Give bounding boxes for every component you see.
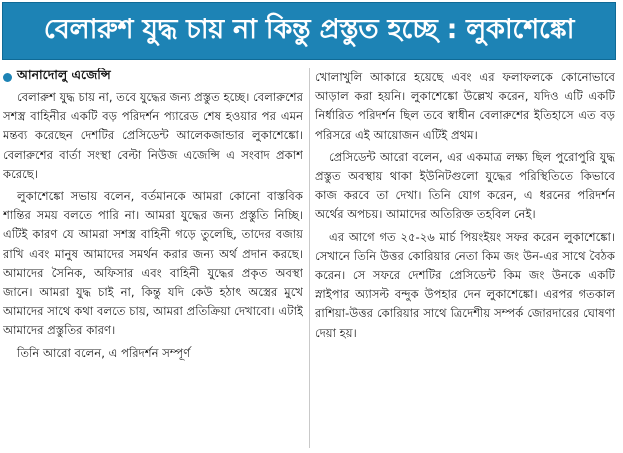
paragraph: বেলারুশ যুদ্ধ চায় না, তবে যুদ্ধের জন্য প্রস্তুত হচ্ছে। বেলারুশের সশস্ত্র বাহিনীর একটি বড় পরিদর্শন প্যারেড শেষ হওয়ার পর এমন মন্তব্য করেছেন দেশটির প্রেসিডেন্ট আলেকজান্ডার লুকাশেঙ্কো। বেলারুশের বার্তা সংস্থা বেল্টা নিউজ এজেন্সি এ সংবাদ প্রকাশ করেছে। <box>3 90 303 181</box>
paragraph: লুকাশেঙ্কো সভায় বলেন, বর্তমানকে আমরা কোনো বাস্তবিক শান্তির সময় বলতে পারি না। আমরা যুদ্ধের জন্য প্রস্তুতি নিচ্ছি। এটিই কারণ যে আমরা সশস্ত্র বাহিনী গড়ে তুলেছি, তাদের বজায় রাখি এবং মানুষ আমাদের সমর্থন করার জন্য অর্থ প্রদান করছে। আমাদের সৈনিক, অফিসার এবং বাহিনী যুদ্ধের প্রকৃত অবস্থা জানে। আমরা যুদ্ধ চাই না, কিন্তু যদি কেউ হঠাৎ অস্ত্রের মুখে আমাদের সাথে কথা বলতে চায়, আমরা প্রতিক্রিয়া দেখাবো। এটাই আমাদের প্রস্তুতির কারণ। <box>3 189 303 338</box>
headline: বেলারুশ যুদ্ধ চায় না কিন্তু প্রস্তুত হচ্ছে : লুকাশেঙ্কো <box>43 13 575 45</box>
article-body <box>3 68 615 450</box>
paragraph: তিনি আরো বলেন, এ পরিদর্শন সম্পূর্ণ <box>17 345 191 360</box>
paragraph: এর আগে গত ২৫-২৬ মার্চ পিয়ংইয়ং সফর করেন লুকাশেঙ্কো। সেখানে তিনি উত্তর কোরিয়ার নেতা কিম জং উন-এর সাথে বৈঠক করেন। সে সফরে দেশটির প্রেসিডেন্ট কিম জং উনকে একটি স্নাইপার অ্যাসল্ট বন্দুক উপহার দেন লুকাশেঙ্কো। এরপর গতকাল রাশিয়া-উত্তর কোরিয়ার সাথে ত্রিদেশীয় সম্পর্ক জোরদারের ঘোষণা দেয়া হয়। <box>315 229 615 340</box>
byline-source: আনাদোলু এজেন্সি <box>17 68 111 82</box>
paragraph: খোলাখুলি আকারে হয়েছে এবং এর ফলাফলকে কোনোভাবে আড়াল করা হয়নি। লুকাশেঙ্কো উল্লেখ করেন, যদিও এটি একটি নির্ধারিত পরিদর্শন ছিল তবে স্বাধীন বেলারুশের ইতিহাসে এত বড় পরিসরে এই আয়োজন এটিই প্রথম। <box>315 70 615 142</box>
byline <box>3 68 303 86</box>
left-column <box>3 68 303 450</box>
headline-banner <box>2 2 616 60</box>
right-column <box>315 68 615 450</box>
byline-bullet-icon <box>3 73 12 82</box>
paragraph: প্রেসিডেন্ট আরো বলেন, এর একমাত্র লক্ষ্য ছিল পুরোপুরি যুদ্ধ প্রস্তুত অবস্থায় থাকা ইউনিটগুলো যুদ্ধের পরিস্থিতিতে কিভাবে কাজ করবে তা দেখা। তিনি যোগ করেন, এ ধরনের পরিদর্শন অর্থের অপচয়। আমাদের অতিরিক্ত তহবিল নেই। <box>315 149 615 222</box>
